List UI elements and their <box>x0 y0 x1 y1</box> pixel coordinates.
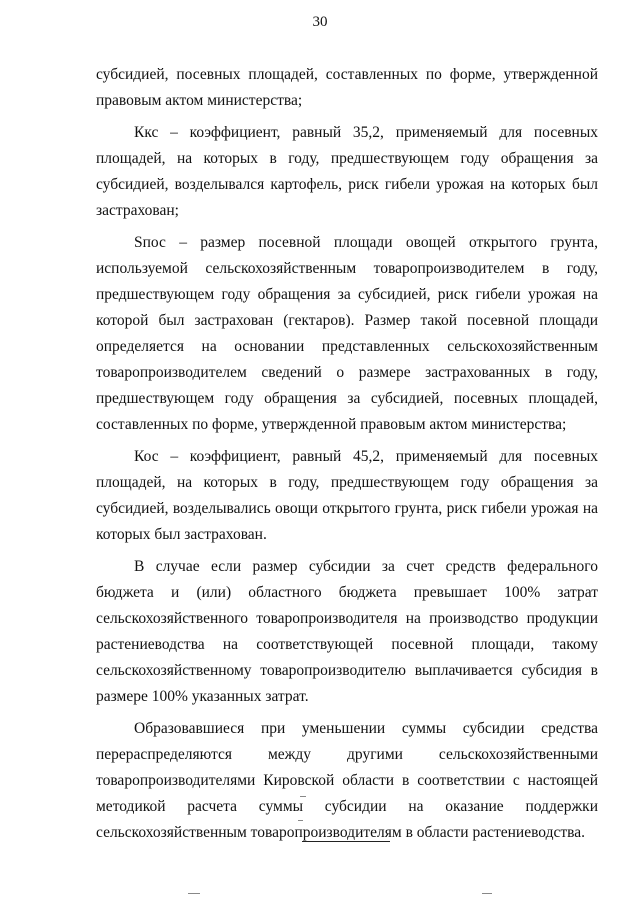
paragraph-spos-area: Sпос – размер посевной площади овощей открытого грунта, используемой сельскохозяйственным товаропроизводителем в году, предшествующем году обращения за субсидией, риск гибели урожая на которой был застрахован (гектаров). Размер такой посевной площади определяется на основании представленных сельскохозяйственным товаропроизводителем сведений о размере застрахованных в году, предшествующем году обращения за субсидией, посевных площадей, составленных по форме, утвержденной правовым актом министерства; <box>96 234 598 433</box>
paragraph-continuation: субсидией, посевных площадей, составленных по форме, утвержденной правовым актом министерства; <box>96 66 598 109</box>
scan-speck <box>482 893 492 894</box>
paragraph-redistribution: Образовавшиеся при уменьшении суммы субсидии средства перераспределяются между другими сельскохозяйственными товаропроизводителями Кировской области в соответствии с настоящей методикой расчета суммы субсидии на оказание поддержки сельскохозяйственным товаропроизводителям в области растениеводства. <box>96 720 598 841</box>
page-number: 30 <box>312 14 328 30</box>
paragraph-kks-coefficient: Ккс – коэффициент, равный 35,2, применяемый для посевных площадей, на которых в году, предшествующем году обращения за субсидией, возделывался картофель, риск гибели урожая на которых был застрахован; <box>96 124 598 219</box>
paragraph-subsidy-limit: В случае если размер субсидии за счет средств федерального бюджета и (или) областного бюджета превышает 100% затрат сельскохозяйственного товаропроизводителя на производство продукции растениеводства на соответствующей посевной площади, такому сельскохозяйственному товаропроизводителю выплачивается субсидия в размере 100% указанных затрат. <box>96 558 598 705</box>
document-body <box>96 62 598 852</box>
scan-speck <box>300 796 306 797</box>
paragraph-kos-coefficient: Кос – коэффициент, равный 45,2, применяемый для посевных площадей, на которых в году, предшествующем году обращения за субсидией, возделывались овощи открытого грунта, риск гибели урожая на которых был застрахован. <box>96 448 598 543</box>
scan-speck <box>188 893 200 894</box>
scan-speck <box>298 820 303 821</box>
end-separator-line <box>302 841 390 842</box>
